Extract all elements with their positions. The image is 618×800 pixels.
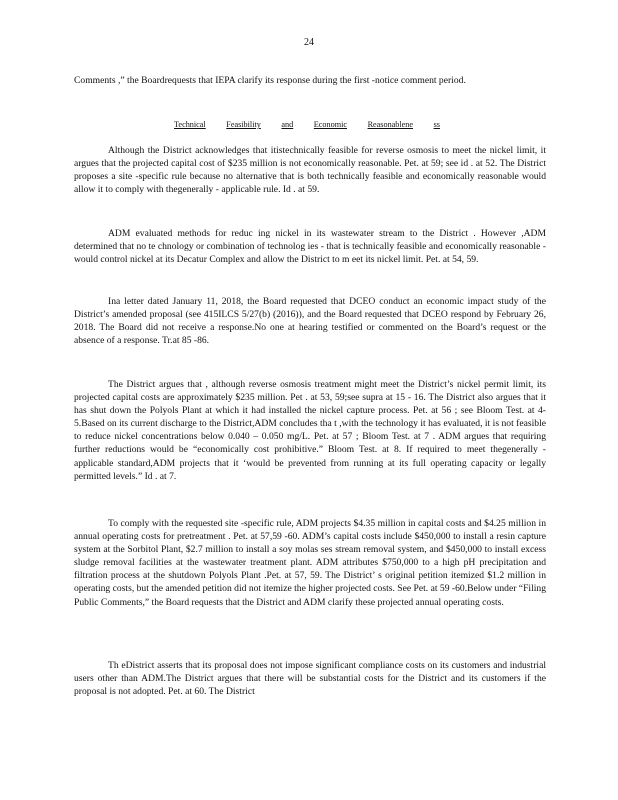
heading-word: Technical <box>174 120 206 129</box>
body-paragraph-6: Th eDistrict asserts that its proposal does not impose significant compliance costs on its customers and industrial users other than ADM.The District argues that there will be substantial costs for the District and its customers if the proposal is not adopted. Pet. at 60. The District <box>74 660 546 698</box>
heading-word: Economic <box>313 120 347 129</box>
body-paragraph-5: To comply with the requested site -specific rule, ADM projects $4.35 million in capital costs and $4.25 million in annual operating costs for pretreatment . Pet. at 57,59 -60. ADM’s capital costs include $450,000 to install a resin capture system at the Sorbitol Plant, $2.7 million to install a soy molas ses stream removal system, and $450,000 to install excess sludge removal facilities at the wastewater treatment plant. ADM attributes $750,000 to a high pH precipitation and filtration process at the shutdown Polyols Plant .Pet. at 57, 59. The District’ s original petition itemized $1.2 million in operating costs, but the amended petition did not itemize the higher projected costs. See Pet. at 59 -60.Below under “Filing Public Comments,” the Board requests that the District and ADM clarify these projected annual operating costs. <box>74 518 546 608</box>
heading-word: Reasonablene <box>367 120 414 129</box>
heading-word: and <box>281 120 294 129</box>
section-heading <box>174 118 440 131</box>
body-paragraph-2: ADM evaluated methods for reduc ing nickel in its wastewater stream to the District . However ,ADM determined that no te chnology or combination of technolog ies - that is technically feasible and economically reasonable - would control nickel at its Decatur Complex and allow the District to m eet its nickel limit. Pet. at 54, 59. <box>74 228 546 266</box>
body-paragraph-3: Ina letter dated January 11, 2018, the Board requested that DCEO conduct an economic impact study of the District’s amended proposal (see 415ILCS 5/27(b) (2016)), and the Board requested that DCEO respond by February 26, 2018. The Board did not receive a response.No one at hearing testified or commented on the Board’s request or the absence of a response. Tr.at 85 -86. <box>74 296 546 347</box>
body-paragraph-4: The District argues that , although reverse osmosis treatment might meet the District’s nickel permit limit, its projected capital costs are approximately $235 million. Pet . at 53, 59;see supra at 15 - 16. The District also argues that it has shut down the Polyols Plant at which it had installed the nickel capture process. Pet. at 56 ; see Bloom Test. at 4- 5.Based on its current discharge to the District,ADM concludes tha t ,with the technology it has evaluated, it is not feasible to reduce nickel concentrations below 0.040 – 0.050 mg/L. Pet. at 57 ; Bloom Test. at 7 . ADM argues that requiring further reductions would be “economically cost prohibitive.” Bloom Test. at 8. If required to meet thegenerally - applicable standard,ADM projects that it ‘would be prevented from running at its full operating capacity or legally permitted levels.” Id . at 7. <box>74 379 546 482</box>
intro-paragraph: Comments ,” the Boardrequests that IEPA clarify its response during the first -notice comment period. <box>74 75 466 86</box>
heading-word: ss <box>433 120 440 129</box>
heading-word: Feasibility <box>226 120 261 129</box>
body-paragraph-1: Although the District acknowledges that itistechnically feasible for reverse osmosis to meet the nickel limit, it argues that the projected capital cost of $235 million is not economically reasonable. Pet. at 59; see id . at 52. The District proposes a site -specific rule because no alternative that is both technically feasible and economically reasonable would allow it to comply with thegenerally - applicable rule. Id . at 59. <box>74 145 546 196</box>
page-number: 24 <box>304 37 314 48</box>
